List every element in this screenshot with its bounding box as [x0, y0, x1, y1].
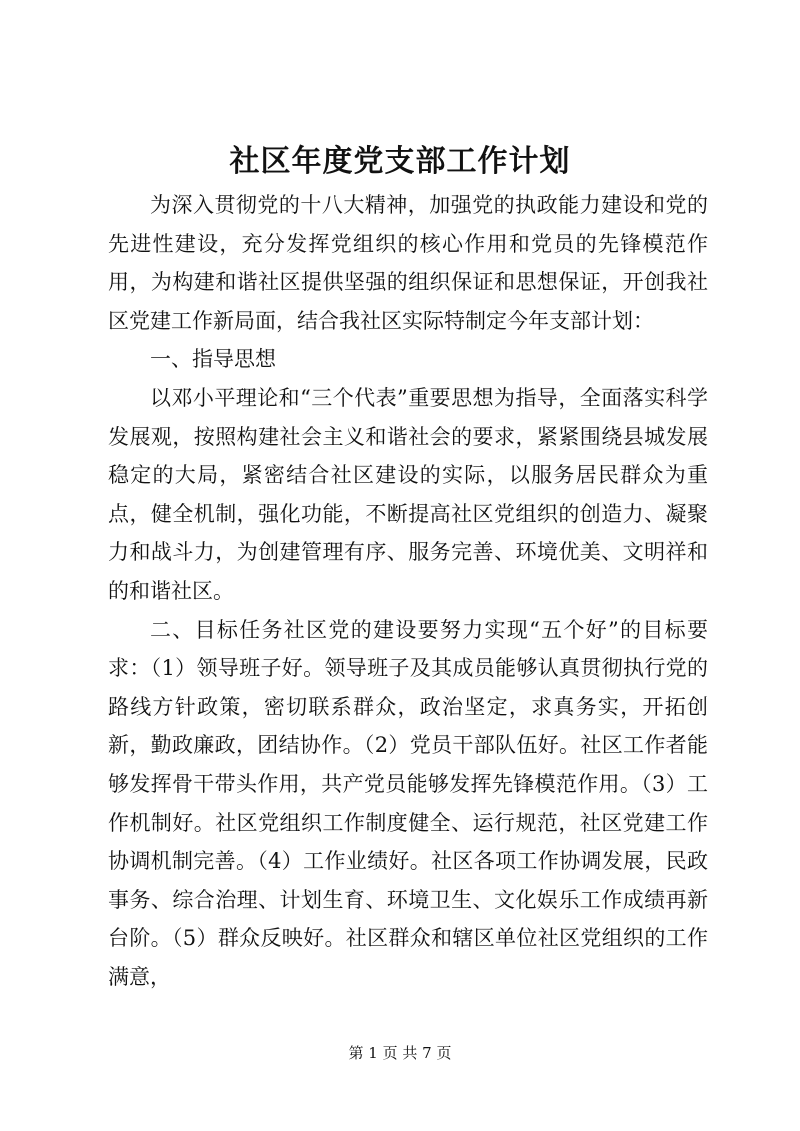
document-body — [108, 186, 708, 996]
section-heading-guiding-ideology: 一、指导思想 — [150, 347, 276, 372]
guiding-ideology-paragraph: 以邓小平理论和“三个代表”重要思想为指导，全面落实科学发展观，按照构建社会主义和谐社会的要求，紧紧围绕县城发展稳定的大局，紧密结合社区建设的实际，以服务居民群众为重点，健全机制，强化功能，不断提高社区党组织的创造力、凝聚力和战斗力，为创建管理有序、服务完善、环境优美、文明祥和的和谐社区。 — [108, 385, 708, 603]
document-title: 社区年度党支部工作计划 — [229, 144, 571, 179]
intro-paragraph: 为深入贯彻党的十八大精神，加强党的执政能力建设和党的先进性建设，充分发挥党组织的核心作用和党员的先锋模范作用，为构建和谐社区提供坚强的组织保证和思想保证，开创我社区党建工作新局面，结合我社区实际特制定今年支部计划： — [108, 193, 708, 333]
page-footer: 第 1 页 共 7 页 — [348, 1044, 452, 1062]
target-tasks-paragraph: 二、目标任务社区党的建设要努力实现“五个好”的目标要求：（1）领导班子好。领导班子及其成员能够认真贯彻执行党的路线方针政策，密切联系群众，政治坚定，求真务实，开拓创新，勤政廉政，团结协作。（2）党员干部队伍好。社区工作者能够发挥骨干带头作用，共产党员能够发挥先锋模范作用。（3）工作机制好。社区党组织工作制度健全、运行规范，社区党建工作协调机制完善。（4）工作业绩好。社区各项工作协调发展，民政事务、综合治理、计划生育、环境卫生、文化娱乐工作成绩再新台阶。（5）群众反映好。社区群众和辖区单位社区党组织的工作满意， — [108, 617, 708, 989]
